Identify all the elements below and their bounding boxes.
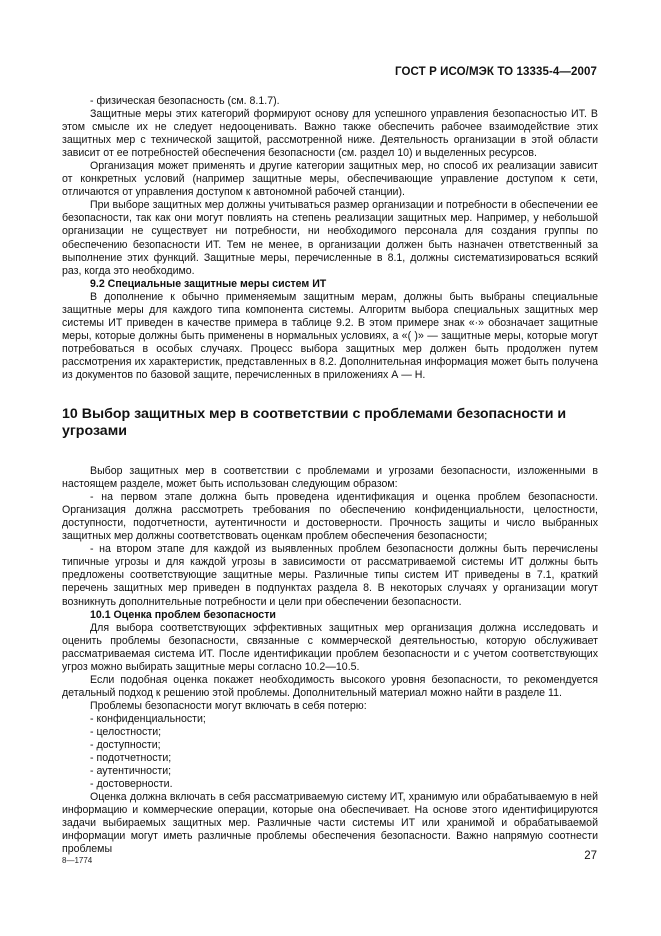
subsection-heading-9-2: 9.2 Специальные защитные меры систем ИТ: [90, 277, 327, 290]
subsection-heading-10-1: 10.1 Оценка проблем безопасности: [90, 608, 276, 621]
footer-print-code: 8—1774: [62, 856, 93, 865]
list-item: - достоверности.: [90, 778, 173, 791]
list-item: - конфиденциальности;: [90, 712, 206, 725]
list-item: - доступности;: [90, 739, 161, 752]
paragraph: Оценка должна включать в себя рассматриваемую систему ИТ, хранимую или обрабатываемую в ней информацию и коммерческие операции, которые она обеспечивает. На основе этого идентифицируются задачи выбираемых защитных мер. Различные части системы ИТ или хранимой и обрабатываемой информации могут иметь различные проблемы обеспечения безопасности. Важно напрямую соотнести проблемы: [62, 791, 598, 856]
paragraph: Проблемы безопасности могут включать в себя потерю:: [90, 699, 367, 712]
document-body: [62, 95, 598, 856]
paragraph: Если подобная оценка покажет необходимость высокого уровня безопасности, то рекомендуется детальный подход к решению этой проблемы. Дополнительный материал можно найти в разделе 11.: [62, 673, 598, 699]
list-item: - целостности;: [90, 725, 162, 738]
paragraph: Выбор защитных мер в соответствии с проблемами и угрозами безопасности, изложенными в настоящем разделе, может быть использован следующим образом:: [62, 465, 598, 491]
paragraph: В дополнение к обычно применяемым защитным мерам, должны быть выбраны специальные защитные меры для каждого типа компонента системы. Алгоритм выбора специальных защитных мер системы ИТ приведен в качестве примера в таблице 9.2. В этом примере знак «·» обозначает защитные меры, которые должны быть применены в нормальных условиях, а «( )» — защитные меры, которые могут потребоваться в особых случаях. Процесс выбора защитных мер должен быть продолжен путем рассмотрения их характеристик, представленных в 8.2. Дополнительная информация может быть получена из документов по базовой защите, перечисленных в приложениях А — Н.: [62, 290, 598, 381]
paragraph: При выборе защитных мер должны учитываться размер организации и потребности в обеспечении ее безопасности, так как они могут повлиять на степень реализации защитных мер. Например, у небольшой организации не существует ни потребности, ни необходимого персонала для создания группы по обеспечению безопасности ИТ. Тем не менее, в организации должен быть назначен ответственный за выполнение этих функций. Защитные меры, перечисленные в 8.1, должны систематизироваться всякий раз, когда это необходимо.: [62, 199, 598, 277]
paragraph: - физическая безопасность (см. 8.1.7).: [90, 95, 280, 107]
paragraph: Организация может применять и другие категории защитных мер, но способ их реализации зависит от конкретных условий (например защитные меры, обеспечивающие управление доступом к сети, отличаются от управления доступом к автономной рабочей станции).: [62, 160, 598, 199]
section-heading-10: 10 Выбор защитных мер в соответствии с проблемами безопасности и угрозами: [62, 406, 567, 439]
list-item: - подотчетности;: [90, 752, 172, 765]
document-header: ГОСТ Р ИСО/МЭК ТО 13335-4—2007: [395, 66, 597, 78]
paragraph: Для выбора соответствующих эффективных защитных мер организация должна исследовать и оценить проблемы безопасности, связанные с коммерческой деятельностью, которую обслуживает рассматриваемая система ИТ. После идентификации проблем безопасности и с учетом соответствующих угроз можно выбирать защитные меры согласно 10.2—10.5.: [62, 621, 598, 673]
page-number: 27: [584, 850, 597, 862]
paragraph: - на первом этапе должна быть проведена идентификация и оценка проблем безопасности. Организация должна рассмотреть требования по обеспечению конфиденциальности, целостности, доступности, подотчетности, аутентичности и достоверности. Прочность защиты и число выбранных защитных мер должны соответствовать оценкам проблем обеспечения безопасности;: [62, 491, 598, 543]
paragraph: - на втором этапе для каждой из выявленных проблем безопасности должны быть перечислены типичные угрозы и для каждой угрозы в зависимости от рассматриваемой системы ИТ должны быть предложены соответствующие защитные меры. Различные типы систем ИТ приведены в 7.1, краткий перечень защитных мер приведен в подпунктах раздела 8. В некоторых случаях у организации могут возникнуть дополнительные потребности и цели при обеспечении безопасности.: [62, 543, 598, 608]
paragraph: Защитные меры этих категорий формируют основу для успешного управления безопасностью ИТ. В этом смысле их не следует недооценивать. Важно также обеспечить рабочее взаимодействие этих защитных мер с технической защитой, рассмотренной ниже. Деятельность организации в этой области зависит от ее потребностей обеспечения безопасности (см. раздел 10) и выделенных ресурсов.: [62, 108, 598, 160]
list-item: - аутентичности;: [90, 765, 172, 778]
